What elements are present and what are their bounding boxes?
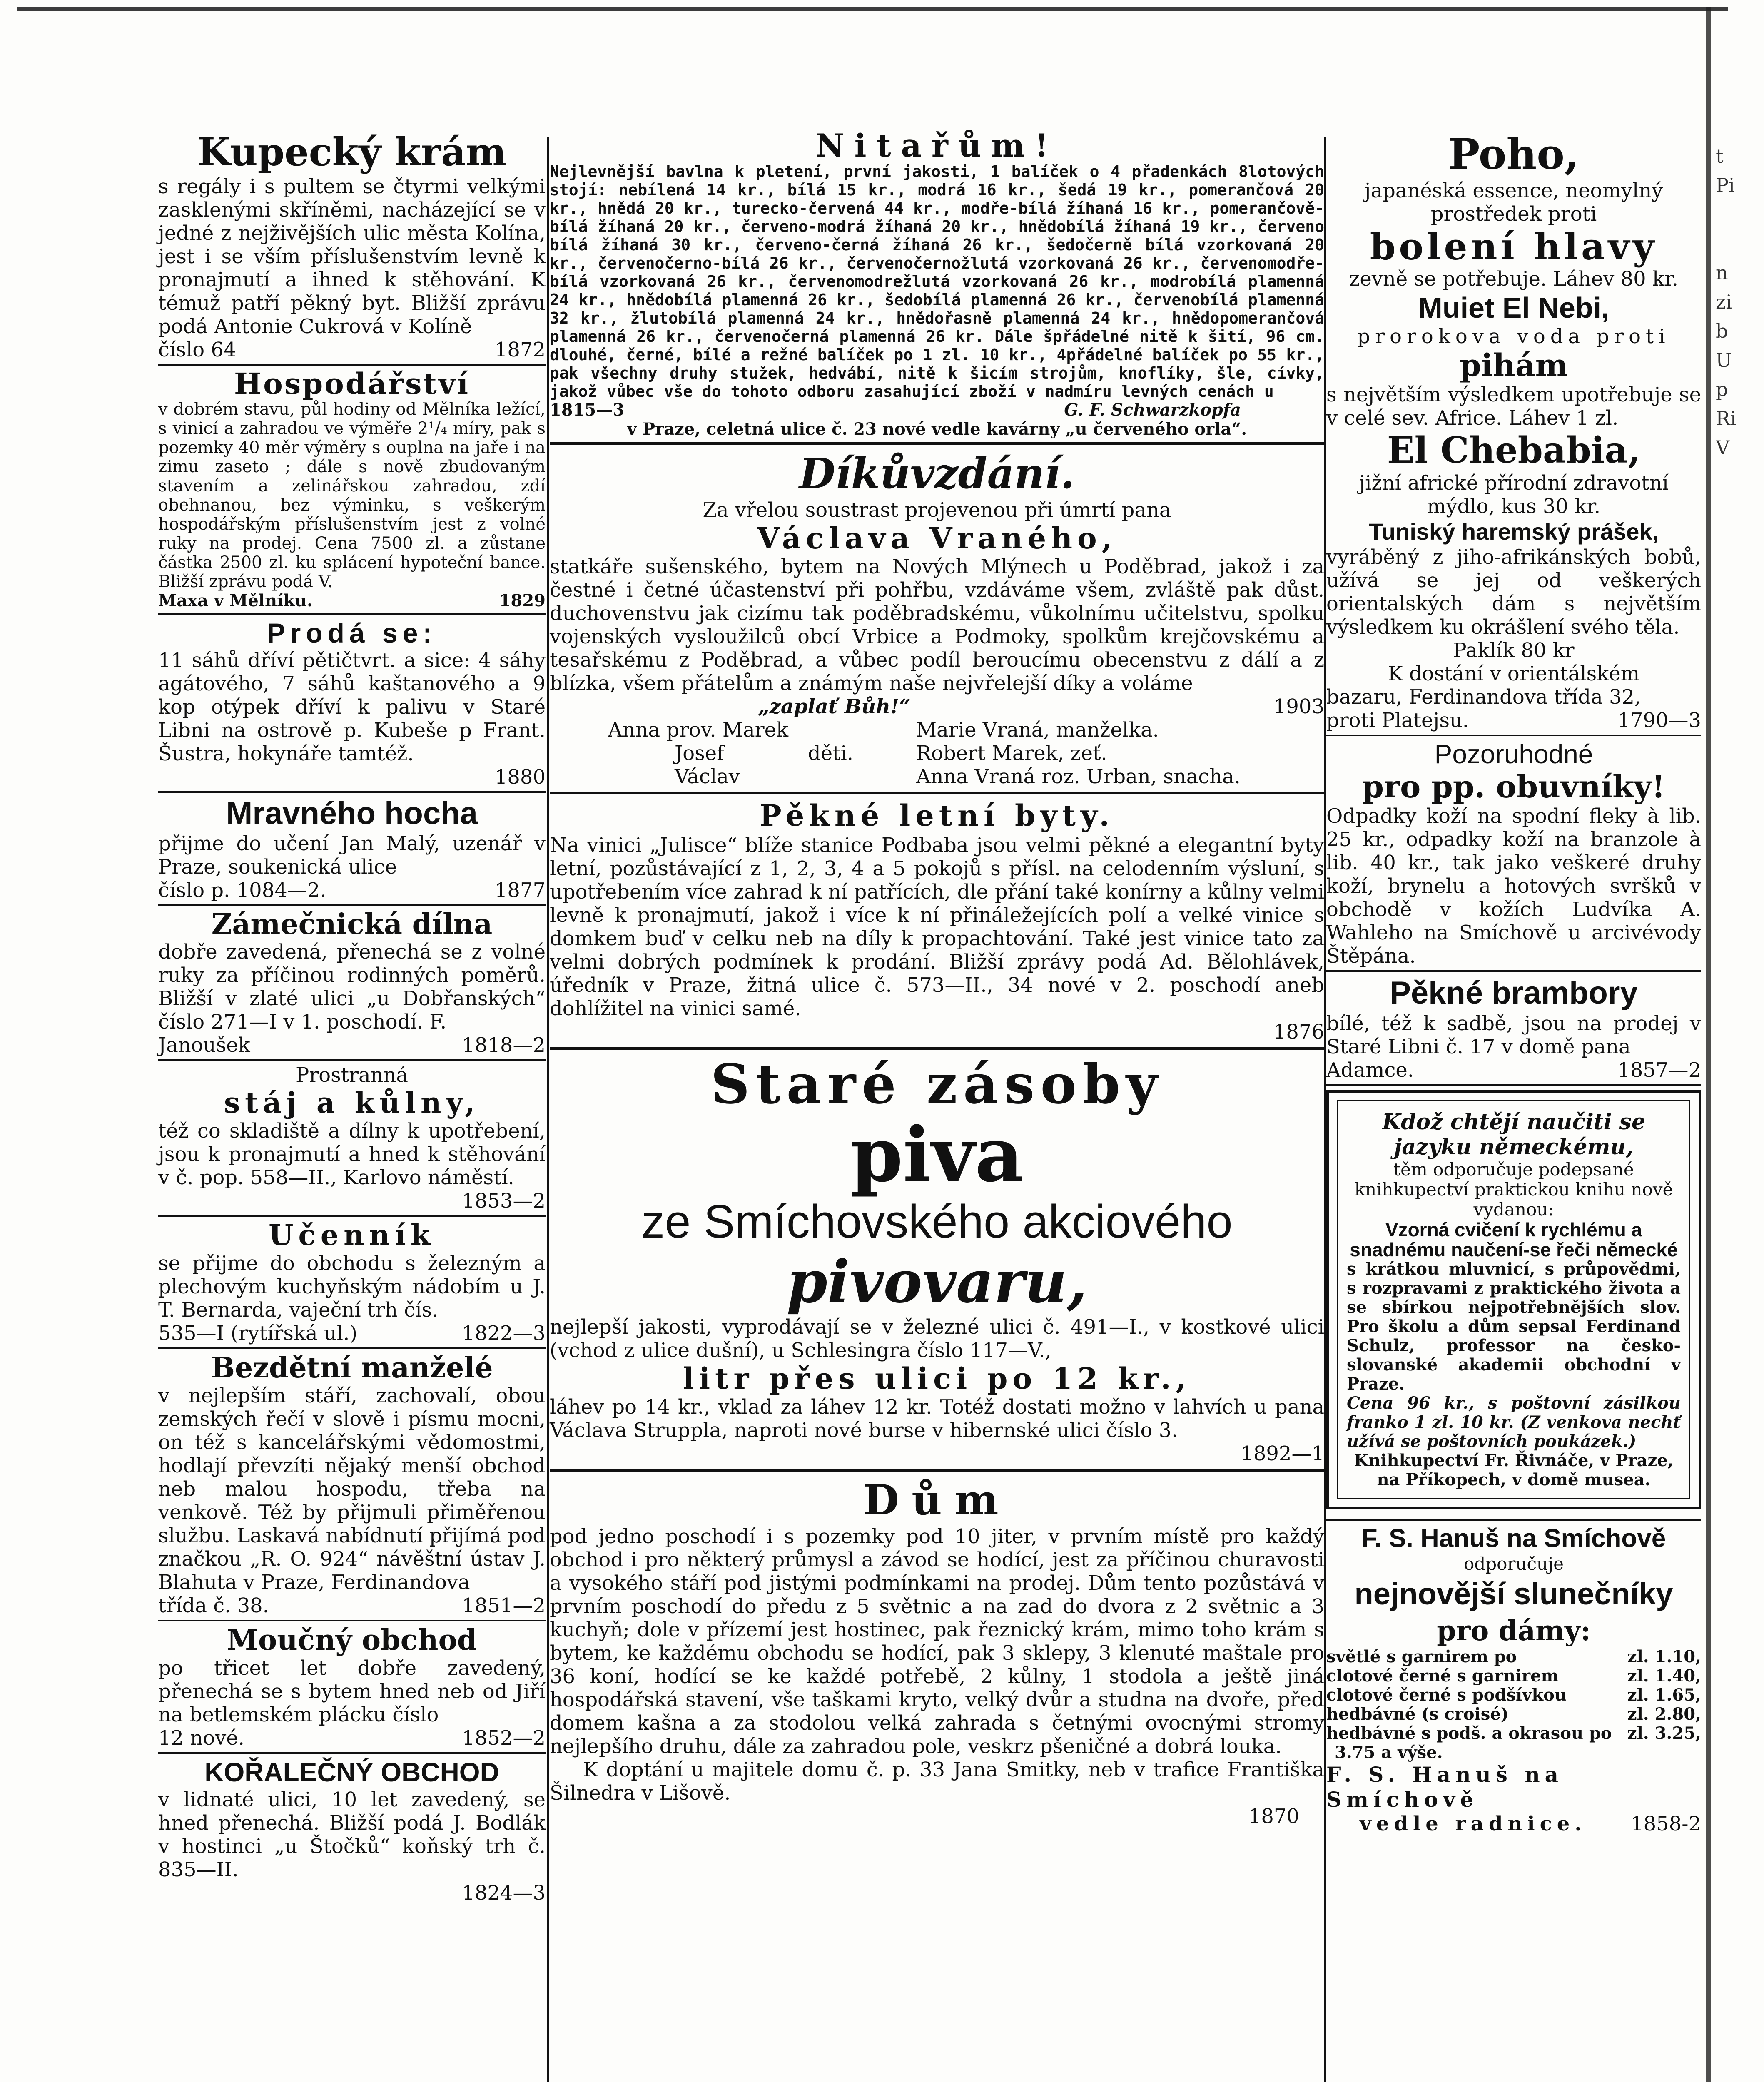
column-divider xyxy=(1324,137,1326,2082)
item-name: clotové černé s garnirem xyxy=(1326,1666,1559,1686)
ad-body: láhev po 14 kr., vklad za láhev 12 kr. Totéž dostati možno v lahvích u pana Václava Struppla, naproti nové burse v hibernské ulici číslo 3. xyxy=(550,1395,1324,1442)
ad-body: po třicet let dobře zavedený, přenechá se s bytem hned neb od Jiří na betlemském plácku číslo xyxy=(158,1656,546,1726)
ad-title: Prodá se: xyxy=(267,618,437,648)
ad-body: odporučuje xyxy=(1464,1554,1564,1574)
ad-body: vyráběný z jiho-afrikánských bobů, užívá se jej od veškerých orientalských dám s největším výsledkem ku okrášlení svého těla. xyxy=(1326,545,1701,639)
margin-text: zi xyxy=(1716,291,1732,313)
ad-number: 1822—3 xyxy=(462,1322,546,1345)
ad-number: 1872 xyxy=(494,338,546,361)
ad-body: statkáře sušenského, bytem na Nových Mlýnech u Poděbrad, jakož i za čestné i četné účastenství při pohřbu, vzdáváme všem, zvláště pak důst. duchovenstvu jak cizímu tak poděbradskému, vůkolnímu učitelstvu, spolku vojenských vysloužilců obcí Vrbice a Podmoky, spolkům krejčovskému a tesařskému z Poděbrad, a vůbec podíl beroucímu obecenstvu z dálí a z blízka, všem přátelům a známým naše nejvřelejší díky a voláme xyxy=(550,555,1324,695)
ad-number: 1858-2 xyxy=(1631,1812,1701,1835)
signatory: Anna Vraná roz. Urban, snacha. xyxy=(916,765,1241,788)
ad-price: Cena 96 kr., s poštovní zásilkou franko 1 zl. 10 kr. (Z venkova nechť užívá se poštovních poukázek.) xyxy=(1347,1393,1681,1451)
price-extra: 3.75 a výše. xyxy=(1335,1743,1443,1762)
ad-closing: „zaplať Bůh!“ xyxy=(758,695,911,718)
ad-title: Učenník xyxy=(269,1219,435,1252)
ad-title: Pěkné letní byty. xyxy=(760,798,1114,833)
ad-body: pod jedno poschodí i s pozemky pod 10 jiter, v prvním místě pro každý obchod i pro některý průmysl a závod se hodící, jest za příčinou churavosti a vysokého stáří pod jistými podmínkami na prodej. Dům tento pozůstává v prvním poschodí do předu z 5 světnic a na zad do dvora z 2 světnic a 3 kuchyň; dole v přízemí jest hostinec, pak řeznický krám, mimo toho krám s bytem, ke každému obchodu se hodící, pak 3 sklepy, 3 klenuté maštale pro 36 koní, hodící se ke každé potřebě, 2 kůlny, 1 stodola a ještě jiná hospodářská stavení, vše taškami kryto, velký dvůr a studna na dvoře, před domem kašna a za stodolou velká zahrada s četnými ovocnými stromy nejlepšího druhu, dále za zahradou pole, veskrz pšeničné a dobrá louka. xyxy=(550,1525,1324,1758)
ad-body: v nejlepším stáří, zachovalí, obou zemských řečí v slově i písmu mocni, on též s kancelářskými vědomostmi, hodlají převzíti nějaký menší obchod neb malou hospodu, třeba na venkově. Též by přijmuli přiměřenou službu. Laskavá nabídnutí přijímá pod značkou „R. O. 924“ návěštní ústav J. Blahuta v Praze, Ferdinandova xyxy=(158,1384,546,1594)
ad-title: Díkůvzdání. xyxy=(799,449,1075,498)
ad-letni-byty xyxy=(550,798,1324,1043)
margin-text: U xyxy=(1716,349,1732,371)
ad-pretitle: Pozoruhodné xyxy=(1434,739,1593,769)
ad-subtitle: ze Smíchovského akciového xyxy=(641,1195,1233,1248)
ad-body: Nejlevnější bavlna k pletení, první jakosti, 1 balíček o 4 přadenkách 8lotových stojí: nebílená 14 kr., bílá 15 kr., modrá 16 kr., šedá 19 kr., pomerančová 20 kr., hnědá 20 kr., turecko-červená 44 kr., modře-bílá žíhaná 16 kr., pomerančově-bílá žíhaná 20 kr., červeno-modrá žíhaná 20 kr., hnědobílá žíhaná 19 kr., červeno bílá žíhaná 30 kr., červeno-černá žíhaná 26 kr., šedočerně bílá vzorkovaná 20 kr., červenočerno-bílá 26 kr., červenočernožlutá vzorkovaná 26 kr., červenomodře-bílá vzorkovaná 26 kr., červenomodrežlutá vzorkovaná 26 kr., modrobílá plamenná 24 kr., hnědobílá plamenná 26 kr., šedobílá plamenná 26 kr., červenobílá plamenná 32 kr., žlutobílá plamenná 24 kr., hnědořasně plamenná 24 kr., hnědopomerančová plamenná 26 kr., červenočerná plamenná 26 kr. Dále špřádelné nitě k šití, 96 cm. dlouhé, černé, bílé a režné balíček po 1 zl. 10 kr., 4přádelné balíček po 55 kr., pak všechny druhy stužek, hedvábí, nitě k šicím strojům, knoflíky, šle, cívky, jakož vůbec vše do tohoto odboru zasahující zboží v nadmíru levných cenách u xyxy=(550,162,1324,401)
ad-number: 1870 xyxy=(1248,1805,1299,1828)
item-price: zl. 1.40, xyxy=(1627,1666,1701,1686)
ad-pretitle: Prostranná xyxy=(295,1063,409,1087)
column-middle xyxy=(550,129,1324,1828)
signatory-relation: děti. xyxy=(808,742,854,765)
ad-body: v lidnaté ulici, 10 let zavedený, se hned přenechá. Bližší podá J. Bodlák v hostinci „u Štočků“ koňský trh č. 835—II. xyxy=(158,1788,546,1881)
ad-subtitle: pro dámy: xyxy=(1437,1614,1591,1647)
ad-title: bolení hlavy xyxy=(1370,225,1658,268)
ad-dum xyxy=(550,1475,1324,1828)
ad-body: s největším výsledkem upotřebuje se v celé sev. Africe. Láhev 1 zl. xyxy=(1326,383,1701,430)
ad-ucennik xyxy=(158,1219,546,1345)
price-row xyxy=(1326,1705,1701,1724)
ad-title: Bezdětní manželé xyxy=(211,1351,493,1385)
ad-number: 1880 xyxy=(494,765,546,789)
ad-title: Tuniský haremský prášek, xyxy=(1368,518,1659,545)
ad-body: Na vinici „Julisce“ blíže stanice Podbaba jsou velmi pěkné a elegantní byty letní, pozůstávající z 1, 2, 3, 4 a 5 pokojů s přísl. na celodenním výsluní, s upotřebením více zahrad k ní patřících, dle přání také konírny a kůlny velmi levně k pronajmutí, jakož i více k ní přináležejících polí a velké vinice s domkem buď v celku neb na díly k propachtování. Také jest vinice tato za velmi dobrých podmínek k prodání. Bližší zprávy podá Ad. Bělohlávek, úředník v Praze, žitná ulice č. 573—II., 34 nové v 2. poschodí aneb dohlížitel na vinici samé. xyxy=(550,834,1324,1020)
item-price: zl. 2.80, xyxy=(1627,1704,1701,1724)
price-list xyxy=(1326,1647,1701,1762)
ad-title: nejnovější slunečníky xyxy=(1354,1576,1673,1611)
ad-ref: proti Platejsu. xyxy=(1326,709,1469,732)
ad-body: se přijme do obchodu s železným a plechovým kuchyňským nádobím u J. T. Bernarda, vaječní trh čís. xyxy=(158,1252,546,1322)
ad-ref: číslo 64 xyxy=(158,338,237,361)
page-edge-right xyxy=(1706,7,1711,2082)
margin-text xyxy=(1716,200,1762,229)
ad-number: 1857—2 xyxy=(1617,1058,1701,1082)
ad-price: Paklík 80 kr xyxy=(1453,639,1575,662)
ad-body: jižní africké přírodní zdravotní mýdlo, kus 30 kr. xyxy=(1359,471,1669,518)
ad-title: Kupecký krám xyxy=(197,130,507,174)
ad-title: Kdož chtějí naučiti se jazyku německému, xyxy=(1382,1109,1646,1160)
ad-number: 1851—2 xyxy=(462,1594,546,1617)
margin-text: V xyxy=(1716,436,1730,459)
ad-ref: Janoušek xyxy=(158,1034,250,1057)
ad-number: 1852—2 xyxy=(462,1726,546,1750)
margin-text: Pi xyxy=(1716,174,1735,197)
ad-body: těm odporučuje podepsané knihkupectví praktickou knihu nově vydanou: xyxy=(1354,1159,1673,1220)
ad-title-large: piva xyxy=(850,1111,1024,1199)
ad-price: litr přes ulici po 12 kr., xyxy=(683,1361,1191,1396)
ad-body: prorokova voda proti xyxy=(1357,325,1670,348)
ad-tunisky-prasek xyxy=(1326,518,1701,732)
price-row xyxy=(1326,1647,1701,1666)
ad-title: pihám xyxy=(1460,348,1568,384)
ad-nitarum xyxy=(550,129,1324,439)
ad-body: s krátkou mluvnicí, s průpovědmi, s rozpravami z praktického života a se sbírkou nejpotřebnějších slov. Pro školu a dům sepsal Ferdinand Schulz, professor na česko-slovanské akademii obchodní v Praze. xyxy=(1347,1259,1681,1394)
margin-text: Ri xyxy=(1716,407,1737,430)
ad-book-title: Vzorná cvičení k rychlému a snadnému naučení-se řeči německé xyxy=(1350,1219,1678,1260)
ad-koralecny-obchod xyxy=(158,1756,546,1905)
ad-number: 1903 xyxy=(1273,695,1324,718)
ad-dikuvzdani xyxy=(550,448,1324,788)
ad-body: přijme do učení Jan Malý, uzenář v Praze, soukenická ulice xyxy=(158,832,546,879)
item-price: zl. 1.10, xyxy=(1627,1647,1701,1666)
ad-signature: vedle radnice. xyxy=(1360,1812,1587,1835)
ad-title: pivovaru, xyxy=(786,1248,1088,1316)
ad-ref: Maxa v Mělníku. xyxy=(158,591,313,610)
ad-title: stáj a kůlny, xyxy=(224,1086,480,1120)
price-row xyxy=(1326,1686,1701,1705)
ad-body: K dostání v orientálském xyxy=(1388,662,1640,685)
column-left xyxy=(158,129,546,1905)
ad-firm: G. F. Schwarzkopfa xyxy=(1064,400,1241,420)
ad-number: 1818—2 xyxy=(462,1034,546,1057)
ad-ref: třída č. 38. xyxy=(158,1594,269,1617)
signatory: Josef xyxy=(675,742,724,765)
ad-body: bazaru, Ferdinandova třída 32, xyxy=(1326,685,1641,709)
ad-line: Za vřelou soustrast projevenou při úmrtí pana xyxy=(703,498,1171,522)
ad-title: Pěkné brambory xyxy=(1390,975,1638,1011)
ad-body: dobře zavedená, přenechá se z volné ruky za příčinou rodinných poměrů. Bližší v zlaté ulici „u Dobřanských“ číslo 271—I v 1. poschodí. F. xyxy=(158,940,546,1034)
ad-name: Václava Vraného, xyxy=(757,521,1117,555)
ad-ref: 12 nové. xyxy=(158,1726,244,1750)
signatory: Marie Vraná, manželka. xyxy=(916,718,1159,742)
item-name: clotové černé s podšívkou xyxy=(1326,1685,1567,1705)
ad-number: 1876 xyxy=(1273,1020,1324,1043)
ad-title: El Chebabia, xyxy=(1387,429,1641,471)
ad-ref: 1815—3 xyxy=(550,400,625,420)
margin-text: n xyxy=(1716,261,1728,284)
ad-jazyk-nemecky-box xyxy=(1326,1090,1701,1509)
price-row xyxy=(1326,1724,1701,1743)
item-name: světlé s garnirem po xyxy=(1326,1647,1517,1666)
item-price: zl. 3.25, xyxy=(1627,1723,1701,1743)
ad-number: 1829 xyxy=(499,591,546,610)
ad-title: Poho, xyxy=(1448,130,1579,179)
ad-signature: F. S. Hanuš na Smíchově xyxy=(1326,1762,1564,1812)
signatory: Anna prov. Marek xyxy=(608,718,789,742)
ad-address: v Praze, celetná ulice č. 23 nové vedle kavárny „u červeného orla“. xyxy=(627,419,1247,439)
ad-number: 1892—1 xyxy=(1241,1442,1324,1465)
ad-title: Hospodářství xyxy=(234,366,470,401)
adjacent-page-margin xyxy=(1716,142,1762,462)
ad-mravneho-hocha xyxy=(158,795,546,902)
ad-hospodarstvi xyxy=(158,368,546,610)
ad-staj-a-kulny xyxy=(158,1063,546,1213)
ad-body: nejlepší jakosti, vyprodávají se v železné ulici č. 491—I., v kostkové ulici (vchod z ulice dušní), u Schlesingra číslo 117—V., xyxy=(550,1315,1324,1362)
ad-title: Mravného hocha xyxy=(226,796,478,831)
item-name: hedbávné (s croisé) xyxy=(1326,1704,1509,1724)
item-price: zl. 1.65, xyxy=(1627,1685,1701,1705)
ad-brambory xyxy=(1326,974,1701,1082)
ad-firm: Knihkupectví Fr. Řivnáče, v Praze, na Příkopech, v domě musea. xyxy=(1354,1451,1674,1489)
ad-ref: Adamce. xyxy=(1326,1058,1414,1082)
margin-text: t xyxy=(1716,145,1724,167)
ad-ref: číslo p. 1084—2. xyxy=(158,879,326,902)
ad-title: Staré zásoby xyxy=(710,1052,1164,1116)
ad-body: Odpadky koží na spodní fleky à lib. 25 kr., odpadky koží na branzole à lib. 40 kr., tak jako veškeré druhy koží, brynelu a hotových svršků v obchodě v kožích Ludvíka A. Wahleho na Smíchově u arcivévody Štěpána. xyxy=(1326,804,1701,968)
ad-body: 11 sáhů dříví pětičtvrt. a sice: 4 sáhy agátového, 7 sáhů kaštanového a 9 kop otýpek dříví k palivu v Staré Libni na ostrově p. Kubeše p Frant. Šustra, hokynáře tamtéž. xyxy=(158,649,546,765)
margin-text: b xyxy=(1716,320,1728,342)
ad-body: K doptání u majitele domu č. p. 33 Jana Smitky, neb v trafice Františka Šilnedra v Lišově. xyxy=(550,1758,1324,1805)
ad-number: 1877 xyxy=(494,879,546,902)
ad-number: 1824—3 xyxy=(462,1881,546,1905)
ad-body: bílé, též k sadbě, jsou na prodej v Staré Libni č. 17 v domě pana xyxy=(1326,1012,1701,1058)
ad-body: též co skladiště a dílny k upotřebení, jsou k pronajmutí a hned k stěhování v č. pop. 558—II., Karlovo náměstí. xyxy=(158,1119,546,1189)
ad-title: pro pp. obuvníky! xyxy=(1362,769,1665,805)
ad-muiet xyxy=(1326,291,1701,430)
ad-title: Nitařům! xyxy=(815,127,1059,164)
ad-obuvniky xyxy=(1326,739,1701,968)
ad-title: Dům xyxy=(863,1475,1011,1524)
price-row xyxy=(1326,1666,1701,1686)
ad-body: japanéská essence, neomylný prostředek proti xyxy=(1364,179,1663,226)
ad-chebabia xyxy=(1326,430,1701,518)
ad-title: Moučný obchod xyxy=(227,1624,477,1657)
ad-zamecnicka-dilna xyxy=(158,909,546,1057)
margin-text: p xyxy=(1716,378,1728,401)
item-name: hedbávné s podš. a okrasou po xyxy=(1326,1723,1612,1743)
ad-kupecky-kram xyxy=(158,129,546,361)
ad-title: KOŘALEČNÝ OBCHOD xyxy=(204,1757,499,1787)
ad-proda-se xyxy=(158,617,546,789)
signatory: Václav xyxy=(675,765,740,788)
ad-title: Zámečnická dílna xyxy=(211,908,493,941)
ad-number: 1853—2 xyxy=(462,1189,546,1213)
ad-poho xyxy=(1326,129,1701,291)
ad-stare-zasoby-piva xyxy=(550,1053,1324,1465)
ad-ref: 535—I (rytířská ul.) xyxy=(158,1322,358,1345)
ad-body: s regály i s pultem se čtyrmi velkými zasklenými skříněmi, nacházející se v jedné z nejživějších ulic města Kolína, jest i se vším příslušenstvím levně k pronajmutí a ihned k stěhování. K témuž patří pěkný byt. Bližší zprávu podá Antonie Cukrová v Kolíně xyxy=(158,175,546,338)
page-edge-top xyxy=(17,7,1728,11)
column-divider xyxy=(547,137,549,2082)
margin-text xyxy=(1716,229,1762,258)
ad-body: v dobrém stavu, půl hodiny od Mělníka ležící, s vinicí a zahradou ve výměře 2¹/₄ míry, pak s pozemky 40 měr výměry s ouplna na jaře i na zimu zaseto ; dále s nově zbudovaným stavením a zelinářskou zahradou, zdí obehnanou, bez výminku, s veškerým hospodářským příslušenstvím jest z volné ruky na prodej. Cena 7500 zl. a zůstane částka 2500 zl. ku splácení hypoteční bance. Bližší zprávu podá V. xyxy=(158,400,546,591)
ad-number: 1790—3 xyxy=(1617,709,1701,732)
column-right xyxy=(1326,129,1701,1835)
ad-body: zevně se potřebuje. Láhev 80 kr. xyxy=(1349,267,1678,291)
ad-hanus-slunecniky xyxy=(1326,1523,1701,1835)
ad-moucny-obchod xyxy=(158,1624,546,1750)
ad-title: Muiet El Nebi, xyxy=(1418,291,1610,324)
ad-title: F. S. Hanuš na Smíchově xyxy=(1361,1524,1666,1553)
signatory: Robert Marek, zeť. xyxy=(916,742,1107,765)
ad-bezdetni-manzele xyxy=(158,1352,546,1617)
